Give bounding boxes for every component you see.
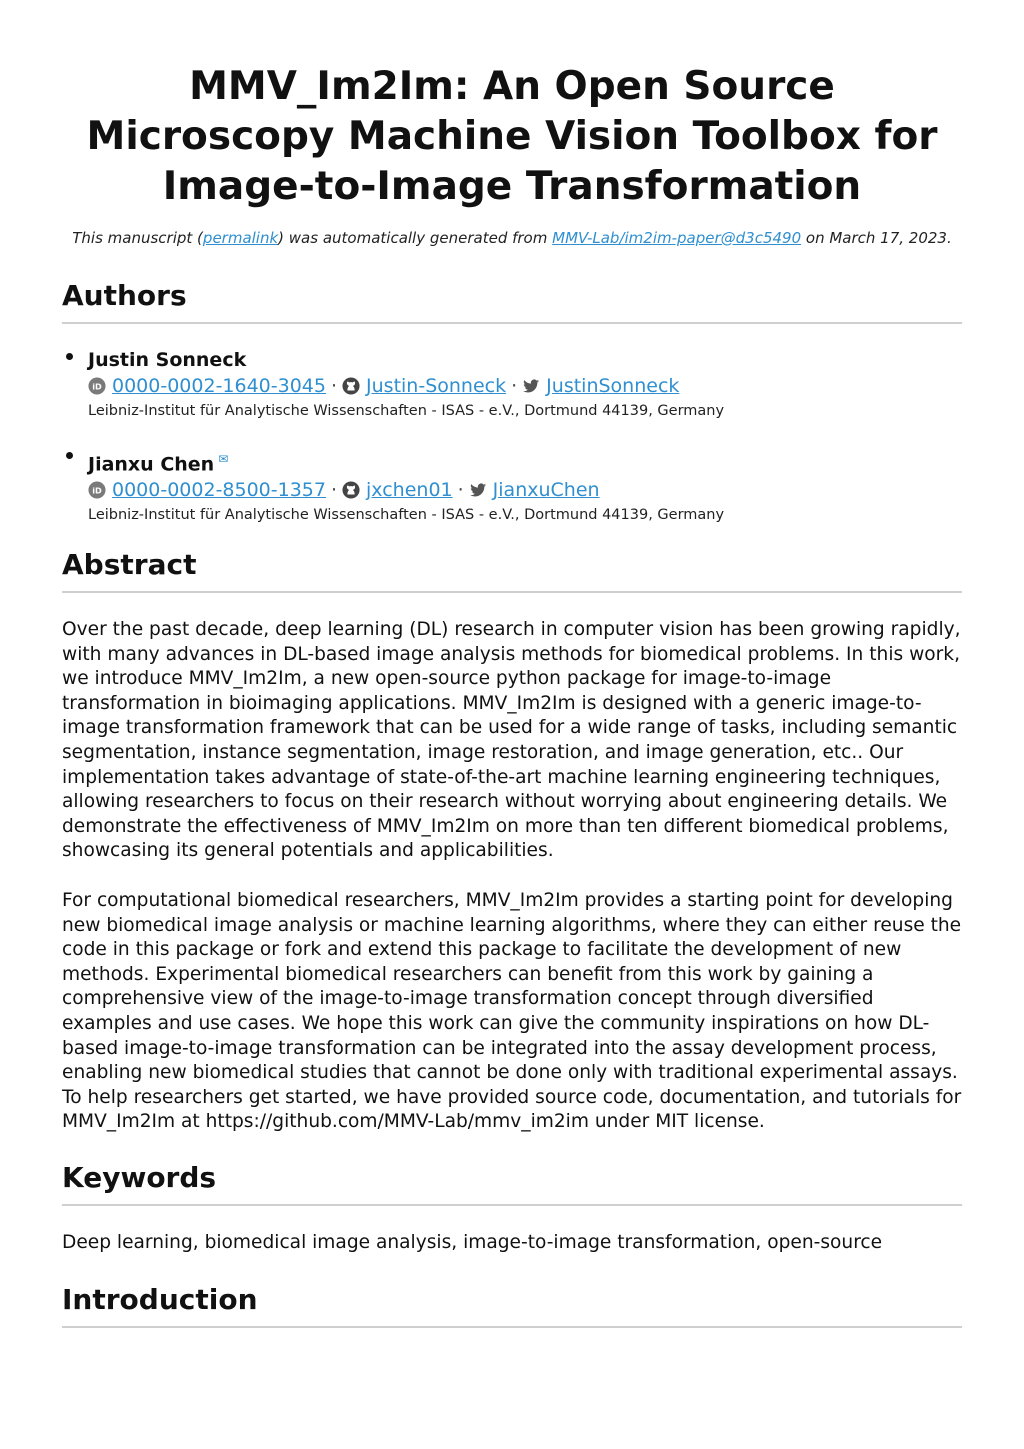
- abstract-paragraph: Over the past decade, deep learning (DL) research in computer vision has been growing rapidly, with many advances in DL-based image analysis methods for biomedical problems. In this work, we introduce MMV_Im2Im, a new open-source python package for image-to-image transformation in bioimaging applications. MMV_Im2Im is designed with a generic image-to-image transformation framework that can be used for a wide range of tasks, including semantic segmentation, instance segmentation, image restoration, and image generation, etc.. Our implementation takes advantage of state-of-the-art machine learning engineering techniques, allowing researchers to focus on their research without worrying about engineering details. We demonstrate the effectiveness of MMV_Im2Im on more than ten different biomedical problems, showcasing its general potentials and applicabilities.: [62, 619, 961, 862]
- author-entry: [88, 347, 958, 423]
- author-name: Jianxu Chen: [88, 453, 215, 476]
- mail-icon[interactable]: ✉: [218, 452, 229, 466]
- author-affiliation: Leibniz-Institut für Analytische Wissenschaften - ISAS - e.V., Dortmund 44139, Germany: [88, 507, 725, 524]
- svg-text:iD: iD: [92, 381, 102, 392]
- abstract-heading: Abstract: [62, 545, 962, 593]
- twitter-link[interactable]: JustinSonneck: [546, 375, 680, 397]
- orcid-link[interactable]: 0000-0002-8500-1357: [112, 479, 326, 502]
- list-bullet: [66, 353, 73, 360]
- author-affiliation: Leibniz-Institut für Analytische Wissenschaften - ISAS - e.V., Dortmund 44139, Germany: [88, 403, 725, 419]
- orcid-icon: [88, 377, 106, 395]
- orcid-icon: [88, 481, 106, 499]
- twitter-icon: [522, 377, 540, 395]
- orcid-link[interactable]: 0000-0002-1640-3045: [112, 375, 326, 397]
- svg-text:iD: iD: [92, 485, 102, 496]
- keywords-text: Deep learning, biomedical image analysis, image-to-image transformation, open-source: [62, 1232, 883, 1253]
- abstract-paragraph: For computational biomedical researchers, MMV_Im2Im provides a starting point for developing new biomedical image analysis or machine learning algorithms, where they can either reuse the code in this package or fork and extend this package to facilitate the development of new methods. Experimental biomedical researchers can benefit from this work by gaining a comprehensive view of the image-to-image transformation concept through diversified examples and use cases. We hope this work can give the community inspirations on how DL-based image-to-image transformation can be integrated into the assay development process, enabling new biomedical studies that cannot be done only with traditional experimental assays. To help researchers get started, we have provided source code, documentation, and tutorials for MMV_Im2Im at https://github.com/MMV-Lab/mmv_im2im under MIT license.: [62, 890, 962, 1133]
- github-icon: [342, 481, 360, 499]
- author-links: iD 0000-0002-1640-3045 · Justin-Sonneck · JustinSonneck: [88, 373, 958, 399]
- permalink-link[interactable]: permalink: [202, 229, 279, 247]
- author-entry: [88, 446, 958, 527]
- author-name: Justin Sonneck: [88, 349, 247, 371]
- manuscript-note: This manuscript (permalink) was automatically generated from MMV-Lab/im2im-paper@d3c5490 on March 17, 2023.: [72, 229, 952, 247]
- github-icon: [342, 377, 360, 395]
- repo-commit-link[interactable]: MMV-Lab/im2im-paper@d3c5490: [552, 229, 802, 247]
- author-name-row: [88, 446, 958, 477]
- paper-title: MMV_Im2Im: An Open Source Microscopy Machine Vision Toolbox for Image-to-Image Transformation: [86, 64, 938, 209]
- github-link[interactable]: Justin-Sonneck: [366, 375, 507, 397]
- keywords-heading: Keywords: [62, 1158, 962, 1206]
- twitter-link[interactable]: JianxuChen: [492, 479, 600, 502]
- github-link[interactable]: jxchen01: [366, 479, 453, 502]
- twitter-icon: [469, 481, 487, 499]
- author-links: iD 0000-0002-8500-1357 · jxchen01 · JianxuChen: [88, 477, 958, 503]
- authors-heading: Authors: [62, 276, 962, 324]
- list-bullet: [66, 452, 73, 459]
- introduction-heading: Introduction: [62, 1280, 962, 1328]
